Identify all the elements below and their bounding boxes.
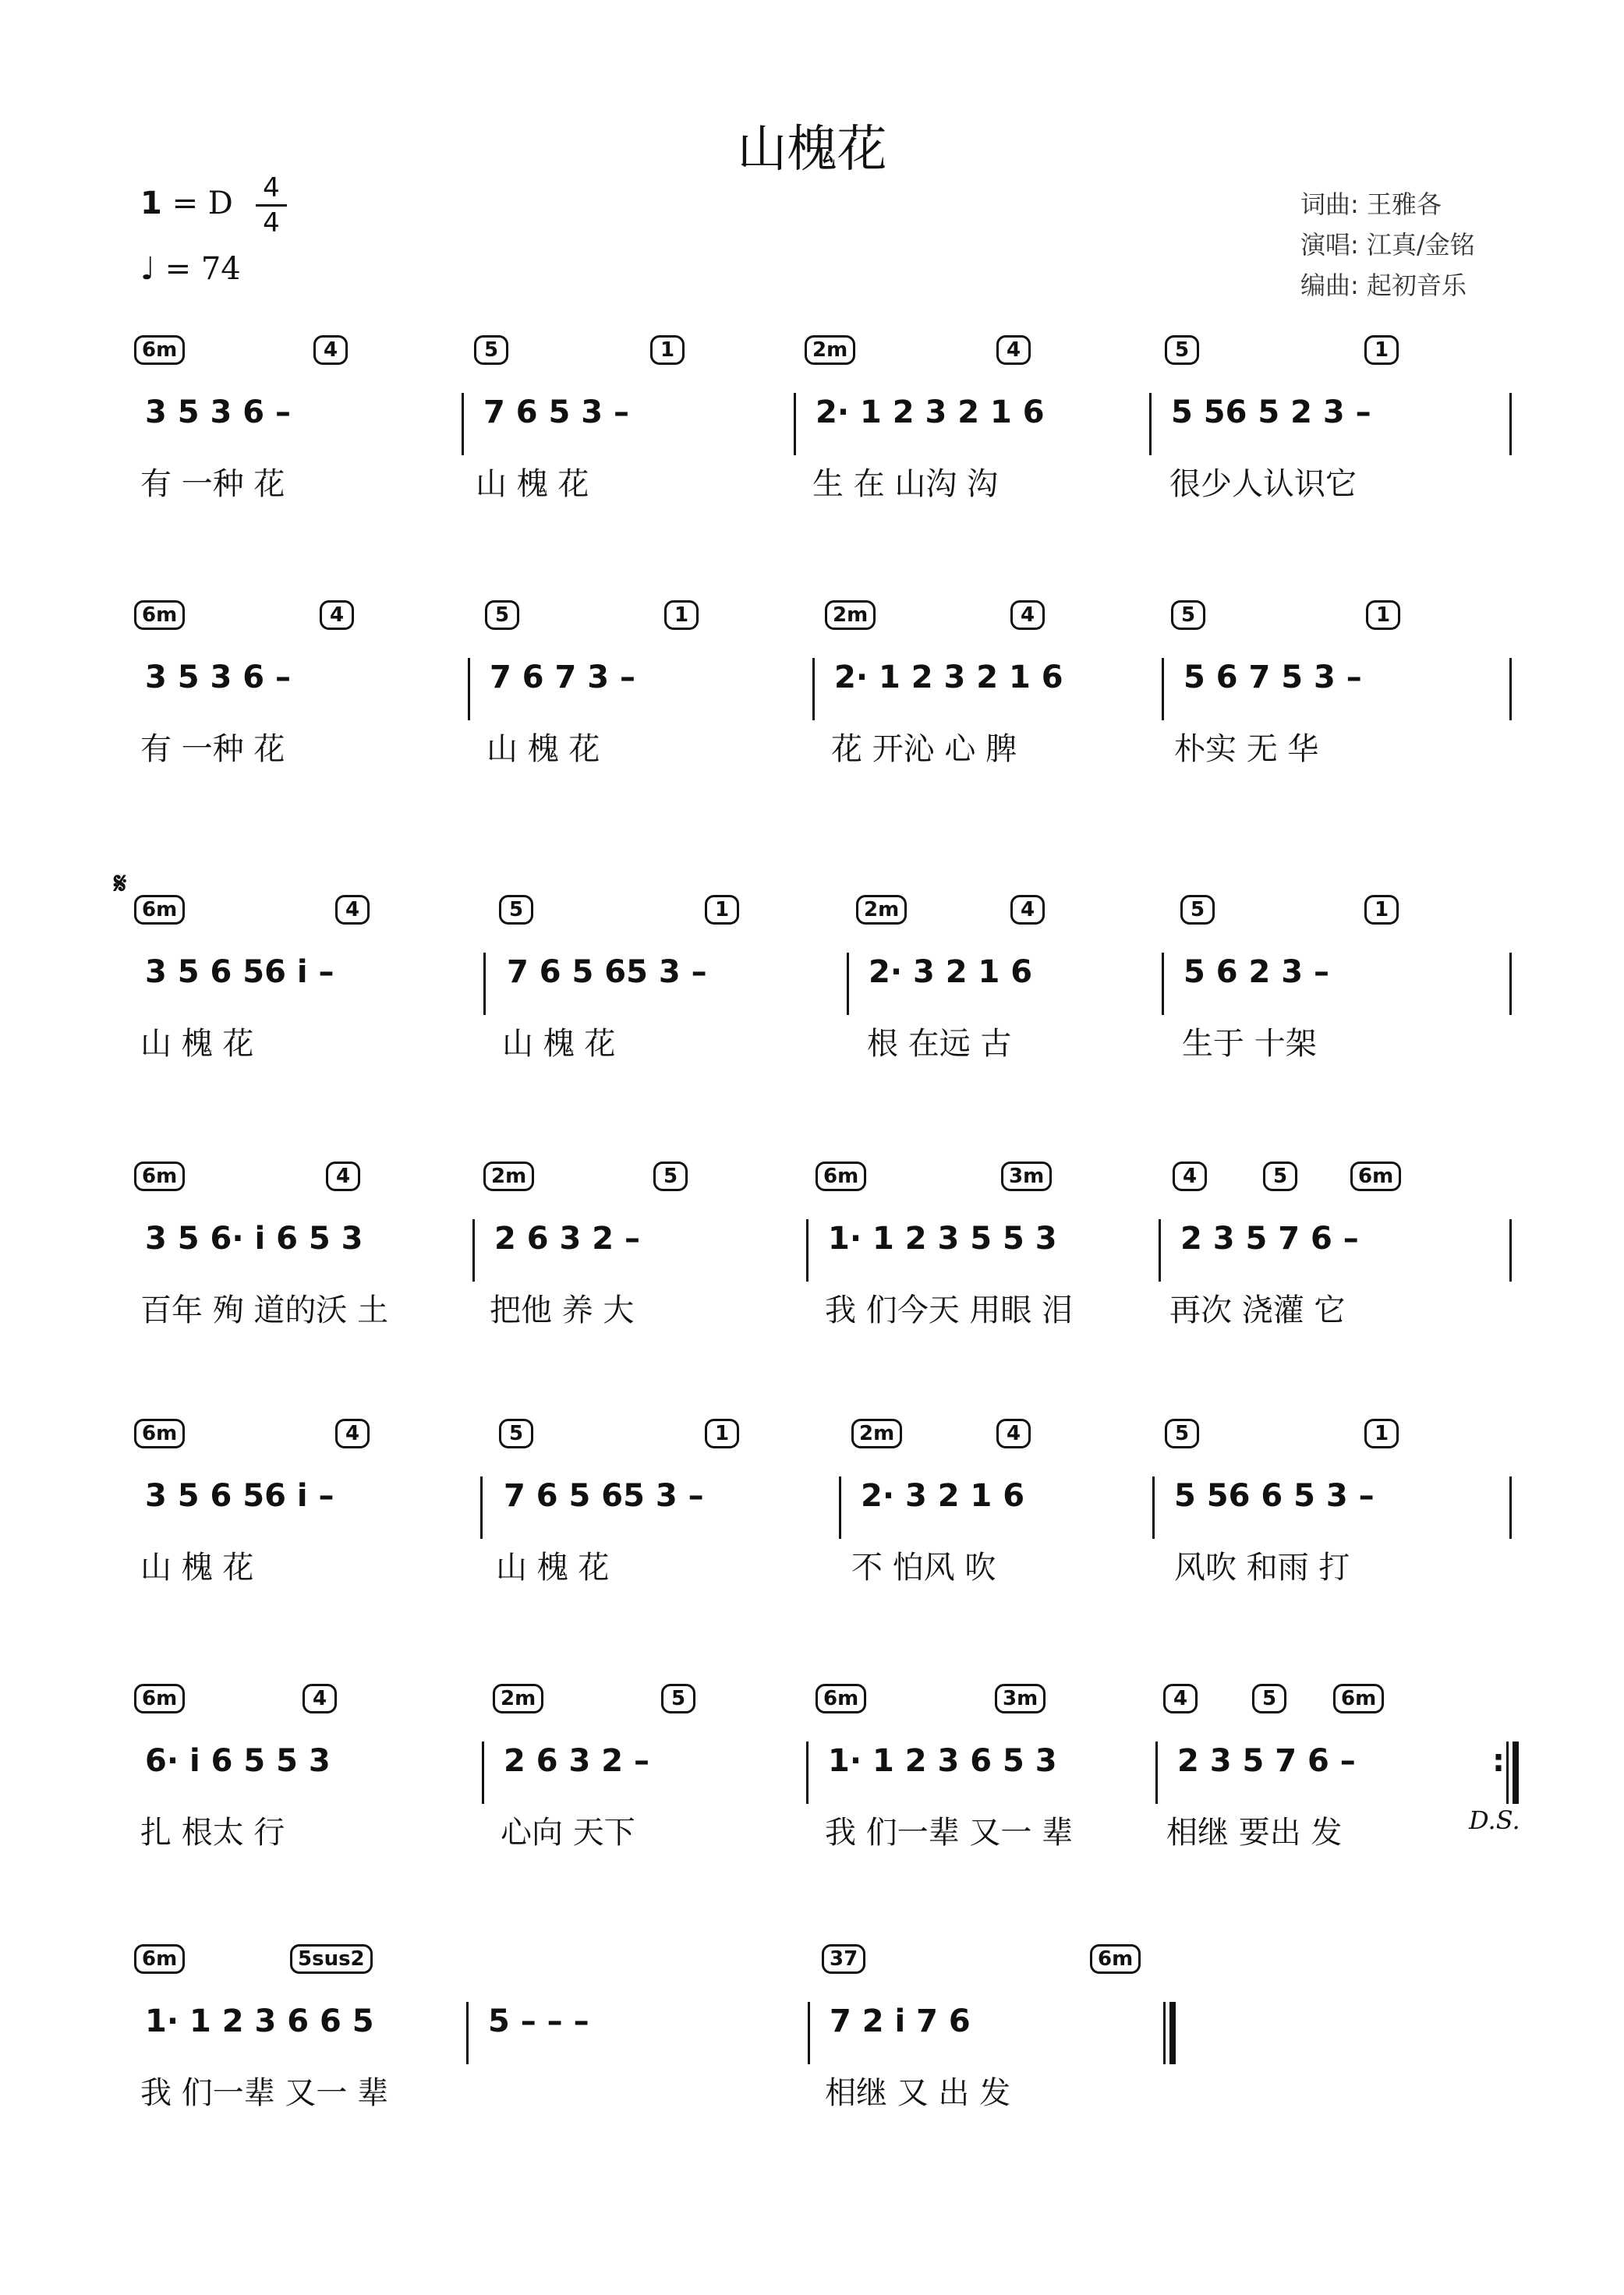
barline bbox=[466, 2002, 469, 2064]
barline bbox=[1509, 1219, 1512, 1282]
chord-symbol: 6m bbox=[134, 895, 185, 925]
chord-symbol: 4 bbox=[996, 1419, 1031, 1448]
barline bbox=[472, 1219, 475, 1282]
time-signature-divider bbox=[256, 204, 287, 207]
chord-symbol: 6m bbox=[1333, 1684, 1384, 1713]
chord-symbol: 4 bbox=[335, 1419, 370, 1448]
barline bbox=[480, 1476, 483, 1539]
barline bbox=[468, 658, 470, 720]
barline bbox=[1509, 393, 1512, 455]
lyric-line: 生于 十架 bbox=[1182, 1026, 1317, 1062]
chord-symbol: 5sus2 bbox=[290, 1944, 373, 1974]
chord-symbol: 4 bbox=[1173, 1162, 1207, 1191]
measure-notes: 2 6 3 2 – bbox=[504, 1743, 650, 1779]
system-3 bbox=[0, 865, 1624, 1129]
key-signature bbox=[140, 186, 233, 221]
chord-symbol: 6m bbox=[134, 1684, 185, 1713]
time-signature-top: 4 bbox=[263, 172, 280, 203]
chord-symbol: 37 bbox=[822, 1944, 865, 1974]
measure-notes: 7 6 5 3 – bbox=[483, 394, 630, 430]
measure-notes: 2· 3 2 1 6 bbox=[861, 1478, 1025, 1514]
measure-notes: 1· 1 2 3 6 6 5 bbox=[145, 2003, 374, 2039]
chord-symbol: 6m bbox=[1350, 1162, 1401, 1191]
lyric-line: 花 开沁 心 脾 bbox=[831, 731, 1017, 767]
measure-notes: 2 6 3 2 – bbox=[494, 1221, 641, 1257]
measure-notes: 7 6 5 65 3 – bbox=[504, 1478, 704, 1514]
thin-bar bbox=[1506, 1742, 1509, 1804]
lyric-line: 相继 要出 发 bbox=[1166, 1815, 1343, 1851]
chord-symbol: 4 bbox=[313, 335, 348, 365]
measure-notes: 1· 1 2 3 5 5 3 bbox=[828, 1221, 1057, 1257]
chord-symbol: 4 bbox=[335, 895, 370, 925]
key-text: = D bbox=[172, 186, 233, 221]
lyric-line: 根 在远 古 bbox=[867, 1026, 1012, 1062]
barline bbox=[1149, 393, 1152, 455]
lyric-line: 把他 养 大 bbox=[490, 1292, 635, 1328]
measure-notes: 2 3 5 7 6 – bbox=[1180, 1221, 1359, 1257]
lyric-line: 山 槐 花 bbox=[496, 1550, 610, 1586]
barline bbox=[482, 1742, 484, 1804]
lyric-line: 我 们一辈 又一 辈 bbox=[140, 2075, 389, 2111]
system-5 bbox=[0, 1419, 1624, 1653]
measure-notes: 2· 1 2 3 2 1 6 bbox=[834, 660, 1063, 695]
chord-symbol: 4 bbox=[326, 1162, 360, 1191]
time-signature-bottom: 4 bbox=[263, 207, 280, 239]
chord-symbol: 5 bbox=[1165, 335, 1199, 365]
measure-notes: 2· 1 2 3 2 1 6 bbox=[816, 394, 1045, 430]
repeat-end-barline bbox=[1492, 1742, 1523, 1804]
chord-symbol: 1 bbox=[705, 895, 739, 925]
measure-notes: 5 56 6 5 3 – bbox=[1174, 1478, 1375, 1514]
lyric-line: 心向 天下 bbox=[501, 1815, 635, 1851]
chord-symbol: 4 bbox=[996, 335, 1031, 365]
credit-singer: 演唱: 江真/金铭 bbox=[1300, 230, 1475, 260]
chord-symbol: 4 bbox=[303, 1684, 337, 1713]
final-barline bbox=[1163, 2002, 1173, 2064]
measure-notes: 3 5 3 6 – bbox=[145, 660, 292, 695]
chord-symbol: 5 bbox=[474, 335, 508, 365]
lyric-line: 很少人认识它 bbox=[1169, 466, 1357, 502]
lyric-line: 有 一种 花 bbox=[140, 466, 285, 502]
chord-symbol: 1 bbox=[650, 335, 685, 365]
measure-notes: 5 – – – bbox=[488, 2003, 589, 2039]
time-signature bbox=[256, 173, 287, 238]
lyric-line: 相继 又 出 发 bbox=[825, 2075, 1011, 2111]
chord-symbol: 4 bbox=[320, 600, 354, 630]
chord-symbol: 1 bbox=[1366, 600, 1400, 630]
chord-symbol: 5 bbox=[1252, 1684, 1286, 1713]
lyric-line: 山 槐 花 bbox=[140, 1026, 254, 1062]
lyric-line: 百年 殉 道的沃 土 bbox=[140, 1292, 389, 1328]
chord-symbol: 2m bbox=[493, 1684, 543, 1713]
chord-symbol: 6m bbox=[134, 335, 185, 365]
barline bbox=[1509, 953, 1512, 1015]
lyric-line: 朴实 无 华 bbox=[1174, 731, 1319, 767]
system-1 bbox=[0, 335, 1624, 569]
barline bbox=[1509, 658, 1512, 720]
barline bbox=[794, 393, 796, 455]
lyric-line: 山 槐 花 bbox=[140, 1550, 254, 1586]
measure-notes: 7 6 5 65 3 – bbox=[507, 954, 707, 990]
measure-notes: 5 56 5 2 3 – bbox=[1171, 394, 1371, 430]
barline bbox=[847, 953, 849, 1015]
barline bbox=[806, 1219, 808, 1282]
chord-symbol: 2m bbox=[856, 895, 907, 925]
chord-symbol: 6m bbox=[134, 1419, 185, 1448]
chord-symbol: 4 bbox=[1010, 600, 1045, 630]
chord-symbol: 6m bbox=[816, 1684, 866, 1713]
chord-symbol: 1 bbox=[1364, 895, 1399, 925]
barline bbox=[1152, 1476, 1155, 1539]
lyric-line: 扎 根太 行 bbox=[140, 1815, 285, 1851]
chord-symbol: 5 bbox=[485, 600, 519, 630]
chord-symbol: 4 bbox=[1163, 1684, 1198, 1713]
system-2 bbox=[0, 600, 1624, 834]
chord-symbol: 2m bbox=[483, 1162, 534, 1191]
measure-notes: 2· 3 2 1 6 bbox=[869, 954, 1033, 990]
segno-sign: 𝄋 bbox=[114, 865, 127, 900]
credit-arranger: 编曲: 起初音乐 bbox=[1300, 271, 1467, 300]
chord-symbol: 6m bbox=[816, 1162, 866, 1191]
measure-notes: 5 6 7 5 3 – bbox=[1184, 660, 1362, 695]
chord-symbol: 5 bbox=[1180, 895, 1215, 925]
lyric-line: 山 槐 花 bbox=[476, 466, 589, 502]
chord-symbol: 1 bbox=[705, 1419, 739, 1448]
chord-symbol: 5 bbox=[499, 895, 533, 925]
barline bbox=[839, 1476, 841, 1539]
quarter-note-icon: ♩ bbox=[140, 251, 155, 287]
measure-notes: 5 6 2 3 – bbox=[1184, 954, 1330, 990]
chord-symbol: 3m bbox=[995, 1684, 1046, 1713]
barline bbox=[808, 2002, 810, 2064]
chord-symbol: 5 bbox=[1165, 1419, 1199, 1448]
measure-notes: 7 2 i 7 6 bbox=[830, 2003, 971, 2039]
measure-notes: 7 6 7 3 – bbox=[490, 660, 636, 695]
measure-notes: 1· 1 2 3 6 5 3 bbox=[828, 1743, 1057, 1779]
system-4 bbox=[0, 1162, 1624, 1395]
tempo-text: = 74 bbox=[165, 251, 241, 287]
ds-marking: D.S. bbox=[1469, 1805, 1520, 1835]
chord-symbol: 2m bbox=[825, 600, 876, 630]
measure-notes: 3 5 3 6 – bbox=[145, 394, 292, 430]
credits bbox=[1300, 184, 1475, 306]
key-number: 1 bbox=[140, 186, 162, 221]
chord-symbol: 6m bbox=[134, 1944, 185, 1974]
lyric-line: 我 们一辈 又一 辈 bbox=[825, 1815, 1074, 1851]
chord-symbol: 3m bbox=[1001, 1162, 1052, 1191]
measure-notes: 3 5 6 56 i – bbox=[145, 954, 334, 990]
measure-notes: 3 5 6· i 6 5 3 bbox=[145, 1221, 363, 1257]
chord-symbol: 6m bbox=[134, 1162, 185, 1191]
lyric-line: 风吹 和雨 打 bbox=[1174, 1550, 1350, 1586]
measure-notes: 3 5 6 56 i – bbox=[145, 1478, 334, 1514]
chord-symbol: 6m bbox=[134, 600, 185, 630]
chord-symbol: 2m bbox=[805, 335, 855, 365]
chord-symbol: 1 bbox=[1364, 335, 1399, 365]
chord-symbol: 5 bbox=[661, 1684, 695, 1713]
lyric-line: 山 槐 花 bbox=[502, 1026, 616, 1062]
lyric-line: 不 怕风 吹 bbox=[851, 1550, 996, 1586]
system-6 bbox=[0, 1684, 1624, 1918]
barline bbox=[1162, 953, 1164, 1015]
chord-symbol: 6m bbox=[1090, 1944, 1141, 1974]
lyric-line: 有 一种 花 bbox=[140, 731, 285, 767]
barline bbox=[806, 1742, 808, 1804]
chord-symbol: 5 bbox=[653, 1162, 688, 1191]
chord-symbol: 4 bbox=[1010, 895, 1045, 925]
barline bbox=[462, 393, 464, 455]
repeat-dots: : bbox=[1492, 1743, 1505, 1779]
measure-notes: 6· i 6 5 5 3 bbox=[145, 1743, 331, 1779]
chord-symbol: 2m bbox=[851, 1419, 902, 1448]
measure-notes: 2 3 5 7 6 – bbox=[1177, 1743, 1356, 1779]
chord-symbol: 5 bbox=[1171, 600, 1205, 630]
lyric-line: 山 槐 花 bbox=[486, 731, 600, 767]
chord-symbol: 1 bbox=[664, 600, 699, 630]
lyric-line: 生 在 山沟 沟 bbox=[812, 466, 999, 502]
lyric-line: 再次 浇灌 它 bbox=[1169, 1292, 1346, 1328]
system-7 bbox=[0, 1944, 1624, 2178]
chord-symbol: 5 bbox=[499, 1419, 533, 1448]
barline bbox=[483, 953, 486, 1015]
barline bbox=[1159, 1219, 1161, 1282]
tempo-marking bbox=[140, 251, 241, 287]
chord-symbol: 5 bbox=[1263, 1162, 1297, 1191]
barline bbox=[1155, 1742, 1158, 1804]
lyric-line: 我 们今天 用眼 泪 bbox=[825, 1292, 1074, 1328]
barline bbox=[812, 658, 815, 720]
thick-bar bbox=[1513, 1742, 1519, 1804]
chord-symbol: 1 bbox=[1364, 1419, 1399, 1448]
credit-lyricist-composer: 词曲: 王雅各 bbox=[1300, 189, 1442, 219]
barline bbox=[1162, 658, 1164, 720]
song-title: 山槐花 bbox=[737, 121, 887, 179]
barline bbox=[1509, 1476, 1512, 1539]
